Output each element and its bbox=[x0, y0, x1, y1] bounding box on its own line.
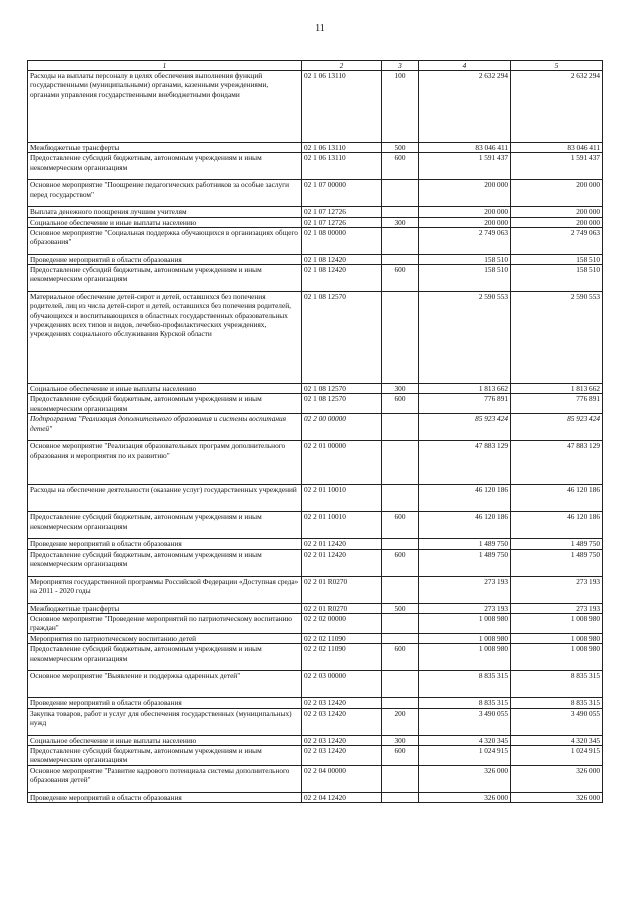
row-value-col4: 158 510 bbox=[419, 254, 511, 264]
table-row bbox=[28, 485, 603, 512]
row-value-col5: 8 835 315 bbox=[511, 698, 603, 708]
row-type-cell: 300 bbox=[382, 735, 419, 745]
row-type-cell: 600 bbox=[382, 265, 419, 292]
table-row bbox=[28, 441, 603, 485]
row-code-cell: 02 2 03 12420 bbox=[302, 745, 382, 765]
row-value-col4: 273 193 bbox=[419, 576, 511, 603]
row-value-col5: 1 489 750 bbox=[511, 539, 603, 549]
row-code-cell: 02 2 01 10010 bbox=[302, 512, 382, 539]
table-row bbox=[28, 414, 603, 441]
table-row bbox=[28, 217, 603, 227]
column-header-3: 3 bbox=[382, 61, 419, 71]
row-value-col5: 2 590 553 bbox=[511, 292, 603, 384]
table-row bbox=[28, 539, 603, 549]
table-row bbox=[28, 614, 603, 634]
row-type-cell: 600 bbox=[382, 512, 419, 539]
row-value-col4: 326 000 bbox=[419, 765, 511, 792]
row-type-cell bbox=[382, 254, 419, 264]
row-type-cell bbox=[382, 634, 419, 644]
row-value-col5: 85 923 424 bbox=[511, 414, 603, 441]
row-code-cell: 02 2 01 12420 bbox=[302, 549, 382, 576]
row-value-col5: 326 000 bbox=[511, 765, 603, 792]
table-row bbox=[28, 143, 603, 153]
row-type-cell bbox=[382, 292, 419, 384]
row-value-col4: 3 490 055 bbox=[419, 708, 511, 735]
row-code-cell: 02 1 07 00000 bbox=[302, 180, 382, 207]
row-code-cell: 02 1 08 12570 bbox=[302, 394, 382, 414]
table-row bbox=[28, 512, 603, 539]
row-code-cell: 02 2 00 00000 bbox=[302, 414, 382, 441]
row-name-cell: Социальное обеспечение и иные выплаты населению bbox=[28, 384, 302, 394]
row-code-cell: 02 2 04 00000 bbox=[302, 765, 382, 792]
row-name-cell: Основное мероприятие "Реализация образовательных программ дополнительного образования и мероприятия по их развитию" bbox=[28, 441, 302, 485]
row-name-cell: Проведение мероприятий в области образования bbox=[28, 698, 302, 708]
row-value-col5: 46 120 186 bbox=[511, 512, 603, 539]
row-type-cell: 600 bbox=[382, 549, 419, 576]
row-name-cell: Мероприятия по патриотическому воспитанию детей bbox=[28, 634, 302, 644]
row-value-col5: 46 120 186 bbox=[511, 485, 603, 512]
row-code-cell: 02 2 01 00000 bbox=[302, 441, 382, 485]
row-type-cell: 600 bbox=[382, 394, 419, 414]
row-value-col4: 200 000 bbox=[419, 217, 511, 227]
column-header-2: 2 bbox=[302, 61, 382, 71]
table-body bbox=[28, 71, 603, 803]
row-code-cell: 02 1 08 12570 bbox=[302, 292, 382, 384]
row-type-cell bbox=[382, 671, 419, 698]
row-type-cell bbox=[382, 539, 419, 549]
row-type-cell: 500 bbox=[382, 143, 419, 153]
row-value-col5: 1 008 980 bbox=[511, 614, 603, 634]
row-value-col4: 47 883 129 bbox=[419, 441, 511, 485]
row-type-cell bbox=[382, 698, 419, 708]
row-code-cell: 02 2 03 12420 bbox=[302, 735, 382, 745]
row-type-cell: 300 bbox=[382, 384, 419, 394]
row-value-col5: 273 193 bbox=[511, 603, 603, 613]
row-name-cell: Расходы на обеспечение деятельности (оказание услуг) государственных учреждений bbox=[28, 485, 302, 512]
row-code-cell: 02 1 06 13110 bbox=[302, 143, 382, 153]
table-row bbox=[28, 227, 603, 254]
row-code-cell: 02 2 04 12420 bbox=[302, 792, 382, 802]
row-code-cell: 02 2 02 00000 bbox=[302, 614, 382, 634]
row-value-col4: 1 008 980 bbox=[419, 634, 511, 644]
row-name-cell: Основное мероприятие "Проведение мероприятий по патриотическому воспитанию граждан" bbox=[28, 614, 302, 634]
table-row bbox=[28, 765, 603, 792]
row-name-cell: Предоставление субсидий бюджетным, автономным учреждениям и иным некоммерческим организациям bbox=[28, 265, 302, 292]
row-name-cell: Межбюджетные трансферты bbox=[28, 143, 302, 153]
column-header-5: 5 bbox=[511, 61, 603, 71]
column-header-4: 4 bbox=[419, 61, 511, 71]
row-value-col5: 273 193 bbox=[511, 576, 603, 603]
row-type-cell: 300 bbox=[382, 217, 419, 227]
table-row bbox=[28, 671, 603, 698]
row-value-col4: 1 813 662 bbox=[419, 384, 511, 394]
row-code-cell: 02 2 03 00000 bbox=[302, 671, 382, 698]
row-name-cell: Предоставление субсидий бюджетным, автономным учреждениям и иным некоммерческим организациям bbox=[28, 394, 302, 414]
row-value-col4: 2 590 553 bbox=[419, 292, 511, 384]
row-code-cell: 02 2 01 R0270 bbox=[302, 603, 382, 613]
row-value-col5: 158 510 bbox=[511, 254, 603, 264]
table-row bbox=[28, 265, 603, 292]
table-row bbox=[28, 735, 603, 745]
row-name-cell: Выплата денежного поощрения лучшим учителям bbox=[28, 207, 302, 217]
row-type-cell bbox=[382, 614, 419, 634]
row-value-col5: 200 000 bbox=[511, 217, 603, 227]
row-value-col4: 273 193 bbox=[419, 603, 511, 613]
row-value-col4: 1 591 437 bbox=[419, 153, 511, 180]
row-value-col5: 1 489 750 bbox=[511, 549, 603, 576]
row-value-col5: 2 632 294 bbox=[511, 71, 603, 143]
row-value-col4: 8 835 315 bbox=[419, 698, 511, 708]
row-name-cell: Проведение мероприятий в области образования bbox=[28, 539, 302, 549]
row-code-cell: 02 2 01 12420 bbox=[302, 539, 382, 549]
row-type-cell: 100 bbox=[382, 71, 419, 143]
row-value-col4: 2 749 063 bbox=[419, 227, 511, 254]
table-row bbox=[28, 603, 603, 613]
row-value-col5: 776 891 bbox=[511, 394, 603, 414]
row-value-col4: 2 632 294 bbox=[419, 71, 511, 143]
row-value-col5: 200 000 bbox=[511, 207, 603, 217]
row-code-cell: 02 2 02 11090 bbox=[302, 634, 382, 644]
row-value-col4: 46 120 186 bbox=[419, 485, 511, 512]
row-value-col4: 200 000 bbox=[419, 180, 511, 207]
row-type-cell bbox=[382, 765, 419, 792]
row-name-cell: Предоставление субсидий бюджетным, автономным учреждениям и иным некоммерческим организациям bbox=[28, 549, 302, 576]
row-type-cell bbox=[382, 441, 419, 485]
row-value-col4: 83 046 411 bbox=[419, 143, 511, 153]
row-code-cell: 02 2 03 12420 bbox=[302, 708, 382, 735]
row-value-col5: 8 835 315 bbox=[511, 671, 603, 698]
row-type-cell bbox=[382, 227, 419, 254]
row-value-col5: 1 024 915 bbox=[511, 745, 603, 765]
row-name-cell: Предоставление субсидий бюджетным, автономным учреждениям и иным некоммерческим организациям bbox=[28, 512, 302, 539]
row-value-col4: 200 000 bbox=[419, 207, 511, 217]
table-row bbox=[28, 71, 603, 143]
row-value-col5: 1 591 437 bbox=[511, 153, 603, 180]
table-row bbox=[28, 254, 603, 264]
table-row bbox=[28, 180, 603, 207]
table-row bbox=[28, 549, 603, 576]
row-name-cell: Предоставление субсидий бюджетным, автономным учреждениям и иным некоммерческим организациям bbox=[28, 745, 302, 765]
table-row bbox=[28, 634, 603, 644]
row-value-col5: 47 883 129 bbox=[511, 441, 603, 485]
row-name-cell: Подпрограмма "Реализация дополнительного образования и системы воспитания детей" bbox=[28, 414, 302, 441]
table-row bbox=[28, 207, 603, 217]
table-row bbox=[28, 792, 603, 802]
row-value-col4: 1 008 980 bbox=[419, 644, 511, 671]
table-row bbox=[28, 698, 603, 708]
row-type-cell bbox=[382, 576, 419, 603]
row-type-cell bbox=[382, 792, 419, 802]
row-name-cell: Проведение мероприятий в области образования bbox=[28, 792, 302, 802]
row-value-col5: 2 749 063 bbox=[511, 227, 603, 254]
row-type-cell bbox=[382, 414, 419, 441]
row-name-cell: Проведение мероприятий в области образования bbox=[28, 254, 302, 264]
row-name-cell: Основное мероприятие "Поощрение педагогических работников за особые заслуги перед государством" bbox=[28, 180, 302, 207]
row-type-cell: 600 bbox=[382, 745, 419, 765]
row-code-cell: 02 1 06 13110 bbox=[302, 153, 382, 180]
row-type-cell: 600 bbox=[382, 153, 419, 180]
row-code-cell: 02 2 01 10010 bbox=[302, 485, 382, 512]
row-value-col5: 1 008 980 bbox=[511, 644, 603, 671]
row-value-col4: 46 120 186 bbox=[419, 512, 511, 539]
row-name-cell: Основное мероприятие "Развитие кадрового потенциала системы дополнительного образования детей" bbox=[28, 765, 302, 792]
row-value-col4: 1 489 750 bbox=[419, 539, 511, 549]
row-type-cell: 500 bbox=[382, 603, 419, 613]
header-row bbox=[28, 61, 603, 71]
table-row bbox=[28, 745, 603, 765]
table-row bbox=[28, 576, 603, 603]
row-value-col5: 326 000 bbox=[511, 792, 603, 802]
row-type-cell bbox=[382, 485, 419, 512]
row-name-cell: Социальное обеспечение и иные выплаты населению bbox=[28, 735, 302, 745]
row-code-cell: 02 1 06 13110 bbox=[302, 71, 382, 143]
row-code-cell: 02 1 08 12420 bbox=[302, 265, 382, 292]
row-value-col5: 3 490 055 bbox=[511, 708, 603, 735]
column-header-1: 1 bbox=[28, 61, 302, 71]
table-row bbox=[28, 708, 603, 735]
row-name-cell: Предоставление субсидий бюджетным, автономным учреждениям и иным некоммерческим организациям bbox=[28, 644, 302, 671]
row-value-col5: 158 510 bbox=[511, 265, 603, 292]
row-code-cell: 02 1 07 12726 bbox=[302, 207, 382, 217]
row-value-col4: 8 835 315 bbox=[419, 671, 511, 698]
row-name-cell: Мероприятия государственной программы Российской Федерации «Доступная среда» на 2011 - 2020 годы bbox=[28, 576, 302, 603]
row-value-col4: 1 489 750 bbox=[419, 549, 511, 576]
row-value-col4: 776 891 bbox=[419, 394, 511, 414]
row-code-cell: 02 2 02 11090 bbox=[302, 644, 382, 671]
row-value-col4: 326 000 bbox=[419, 792, 511, 802]
row-type-cell bbox=[382, 207, 419, 217]
row-value-col4: 1 024 915 bbox=[419, 745, 511, 765]
page-number: 11 bbox=[315, 23, 325, 34]
row-code-cell: 02 2 03 12420 bbox=[302, 698, 382, 708]
table-row bbox=[28, 292, 603, 384]
row-value-col5: 200 000 bbox=[511, 180, 603, 207]
row-value-col5: 1 008 980 bbox=[511, 634, 603, 644]
row-name-cell: Социальное обеспечение и иные выплаты населению bbox=[28, 217, 302, 227]
row-value-col5: 83 046 411 bbox=[511, 143, 603, 153]
row-name-cell: Расходы на выплаты персоналу в целях обеспечения выполнения функций государственными (муниципальными) органами, казенными учреждениями, органами управления государственными внебюджетными фондами bbox=[28, 71, 302, 143]
row-value-col5: 1 813 662 bbox=[511, 384, 603, 394]
table-row bbox=[28, 384, 603, 394]
row-value-col4: 158 510 bbox=[419, 265, 511, 292]
row-code-cell: 02 1 07 12726 bbox=[302, 217, 382, 227]
row-value-col4: 85 923 424 bbox=[419, 414, 511, 441]
table-row bbox=[28, 644, 603, 671]
row-name-cell: Закупка товаров, работ и услуг для обеспечения государственных (муниципальных) нужд bbox=[28, 708, 302, 735]
row-type-cell: 200 bbox=[382, 708, 419, 735]
row-name-cell: Межбюджетные трансферты bbox=[28, 603, 302, 613]
row-type-cell bbox=[382, 180, 419, 207]
budget-table bbox=[27, 60, 603, 803]
row-value-col4: 4 320 345 bbox=[419, 735, 511, 745]
table-row bbox=[28, 394, 603, 414]
row-name-cell: Материальное обеспечение детей-сирот и детей, оставшихся без попечения родителей, лиц из числа детей-сирот и детей, оставшихся без попечения родителей, обучающихся и воспитывающихся в областных государственных образовательных учреждениях всех типов и видов, лечебно-профилактических учреждениях, учреждениях социального обслуживания Курской области bbox=[28, 292, 302, 384]
row-code-cell: 02 1 08 00000 bbox=[302, 227, 382, 254]
row-type-cell: 600 bbox=[382, 644, 419, 671]
row-value-col4: 1 008 980 bbox=[419, 614, 511, 634]
table-row bbox=[28, 153, 603, 180]
row-name-cell: Основное мероприятие "Выявление и поддержка одаренных детей" bbox=[28, 671, 302, 698]
row-code-cell: 02 1 08 12420 bbox=[302, 254, 382, 264]
row-name-cell: Предоставление субсидий бюджетным, автономным учреждениям и иным некоммерческим организациям bbox=[28, 153, 302, 180]
row-code-cell: 02 2 01 R0270 bbox=[302, 576, 382, 603]
row-name-cell: Основное мероприятие "Социальная поддержка обучающихся в организациях общего образования" bbox=[28, 227, 302, 254]
row-value-col5: 4 320 345 bbox=[511, 735, 603, 745]
row-code-cell: 02 1 08 12570 bbox=[302, 384, 382, 394]
